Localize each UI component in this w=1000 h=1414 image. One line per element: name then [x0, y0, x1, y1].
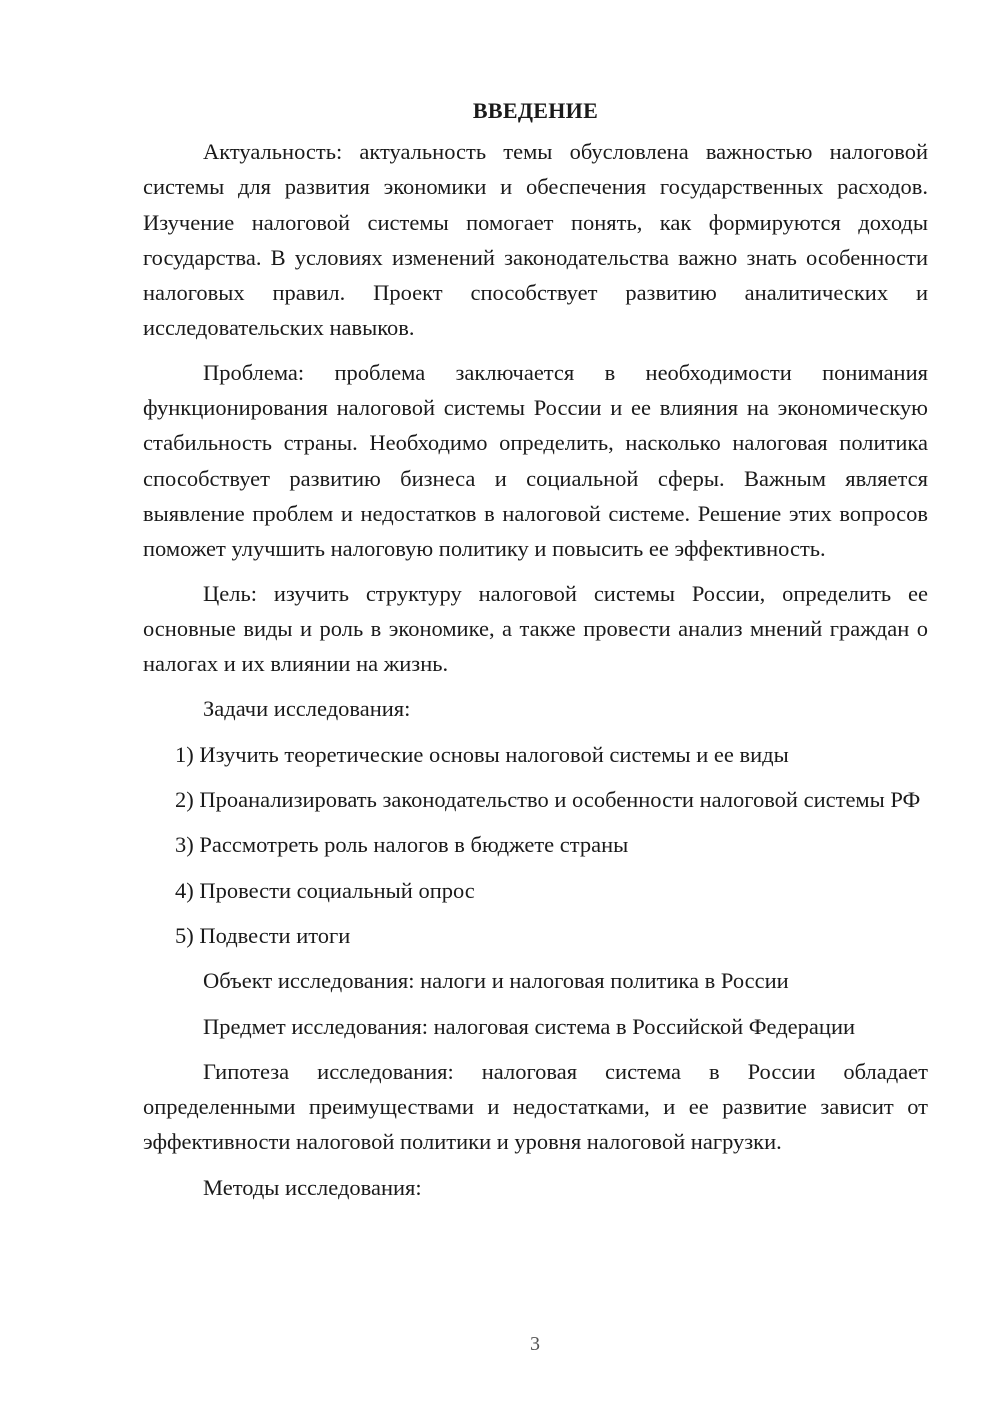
task-item-4: 4) Провести социальный опрос: [175, 877, 475, 903]
task-item-2: 2) Проанализировать законодательство и особенности налоговой системы РФ: [175, 787, 921, 813]
relevance-paragraph: Актуальность: актуальность темы обусловлена важностью налоговой системы для развития экономики и обеспечения государственных расходов. Изучение налоговой системы помогает понять, как формируются доходы государства. В условиях изменений законодательства важно знать особенности налоговых правил. Проект способствует развитию аналитических и исследовательских навыков.: [143, 139, 928, 341]
page-title: ВВЕДЕНИЕ: [472, 98, 599, 123]
goal-paragraph: Цель: изучить структуру налоговой системы России, определить ее основные виды и роль в экономике, а также провести анализ мнений граждан о налогах и их влиянии на жизнь.: [143, 580, 928, 677]
task-item-5: 5) Подвести итоги: [175, 922, 351, 948]
document-page: [143, 96, 928, 1205]
page-number: 3: [530, 1333, 540, 1355]
research-object: Объект исследования: налоги и налоговая политика в России: [203, 968, 789, 994]
tasks-heading: Задачи исследования:: [203, 696, 411, 722]
hypothesis-paragraph: Гипотеза исследования: налоговая система в России обладает определенными преимуществами и недостатками, и ее развитие зависит от эффективности налоговой политики и уровня налоговой нагрузки.: [143, 1058, 928, 1155]
problem-paragraph: Проблема: проблема заключается в необходимости понимания функционирования налоговой системы России и ее влияния на экономическую стабильность страны. Необходимо определить, насколько налоговая политика способствует развитию бизнеса и социальной сферы. Важным является выявление проблем и недостатков в налоговой системе. Решение этих вопросов поможет улучшить налоговую политику и повысить ее эффективность.: [143, 359, 928, 562]
task-item-3: 3) Рассмотреть роль налогов в бюджете страны: [175, 832, 629, 858]
research-subject: Предмет исследования: налоговая система в Российской Федерации: [203, 1013, 856, 1039]
methods-heading: Методы исследования:: [203, 1174, 422, 1200]
task-item-1: 1) Изучить теоретические основы налоговой системы и ее виды: [175, 741, 789, 767]
